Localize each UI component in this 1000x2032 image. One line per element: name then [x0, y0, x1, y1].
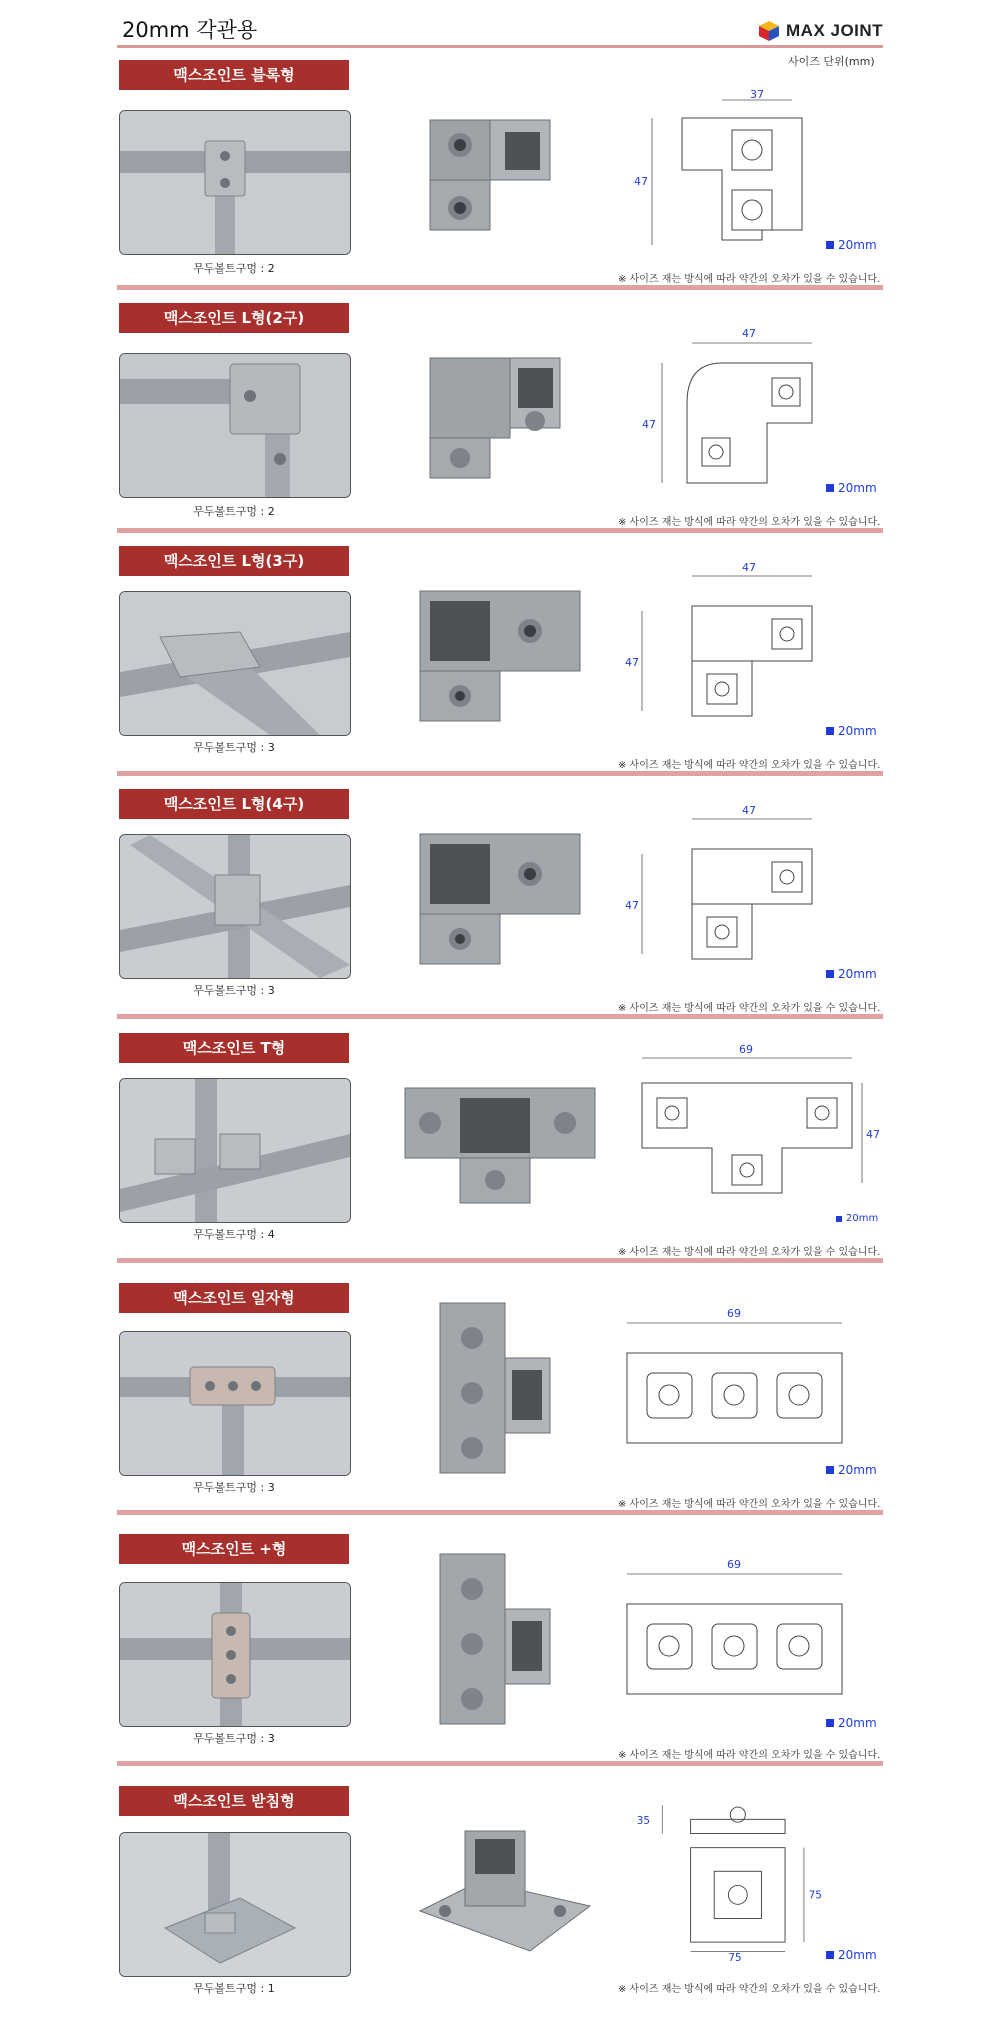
- bolt-hole-count: 무두볼트구멍 : 3: [193, 1481, 275, 1494]
- section-title: 맥스조인트 일자형: [119, 1283, 349, 1313]
- bolt-hole-count: 무두볼트구멍 : 1: [193, 1982, 275, 1995]
- size-marker-icon: [826, 1951, 834, 1959]
- dimension-drawing: [622, 561, 882, 731]
- installation-photo: [119, 1582, 351, 1727]
- section-divider: [117, 771, 883, 776]
- section-title: 맥스조인트 +형: [119, 1534, 349, 1564]
- dimension-label: 69: [727, 1307, 741, 1320]
- dimension-label: 75: [728, 1952, 742, 1961]
- unit-note: 사이즈 단위(mm): [788, 55, 875, 68]
- cube-logo-icon: [758, 20, 780, 42]
- installation-photo: [119, 591, 351, 736]
- size-tag: 20mm: [826, 967, 877, 981]
- size-tag: 20mm: [826, 1948, 877, 1962]
- size-tag: 20mm: [826, 1463, 877, 1477]
- size-marker-icon: [826, 1719, 834, 1727]
- bolt-hole-count: 무두볼트구멍 : 3: [193, 984, 275, 997]
- dimension-drawing: [622, 1554, 882, 1724]
- product-section: [0, 789, 1000, 1035]
- section-title: 맥스조인트 L형(4구): [119, 789, 349, 819]
- bolt-hole-count: 무두볼트구멍 : 3: [193, 741, 275, 754]
- size-marker-icon: [826, 727, 834, 735]
- product-image: [400, 1298, 600, 1478]
- dimension-label: 69: [727, 1558, 741, 1571]
- bolt-hole-count: 무두볼트구멍 : 3: [193, 1732, 275, 1745]
- section-title: 맥스조인트 L형(2구): [119, 303, 349, 333]
- bolt-hole-count: 무두볼트구멍 : 2: [193, 505, 275, 518]
- section-divider: [117, 528, 883, 533]
- brand-name: MAX JOINT: [786, 21, 884, 40]
- product-image: [400, 1063, 600, 1223]
- measurement-notice: ※ 사이즈 재는 방식에 따라 약간의 오차가 있을 수 있습니다.: [618, 760, 881, 771]
- dimension-label: 47: [742, 804, 756, 817]
- measurement-notice: ※ 사이즈 재는 방식에 따라 약간의 오차가 있을 수 있습니다.: [618, 1499, 881, 1510]
- measurement-notice: ※ 사이즈 재는 방식에 따라 약간의 오차가 있을 수 있습니다.: [618, 1750, 881, 1761]
- product-section: [0, 1283, 1000, 1529]
- section-divider: [117, 1510, 883, 1515]
- dimension-drawing: [622, 1043, 882, 1213]
- dimension-label: 35: [636, 1815, 650, 1828]
- size-marker-icon: [826, 1466, 834, 1474]
- size-marker-icon: [826, 484, 834, 492]
- size-tag: 20mm: [826, 1716, 877, 1730]
- dimension-drawing: [622, 1303, 882, 1473]
- section-divider: [117, 285, 883, 290]
- size-marker-icon: [826, 241, 834, 249]
- dimension-drawing: [622, 1791, 882, 1961]
- measurement-notice: ※ 사이즈 재는 방식에 따라 약간의 오차가 있을 수 있습니다.: [618, 517, 881, 528]
- dimension-label: 47: [634, 175, 648, 188]
- size-tag: 20mm: [826, 238, 877, 252]
- product-section: [0, 1786, 1000, 2032]
- size-tag: 20mm: [836, 1213, 878, 1224]
- page-title: 20mm 각관용: [122, 18, 258, 42]
- dimension-label: 75: [808, 1889, 822, 1902]
- section-divider: [117, 1014, 883, 1019]
- installation-photo: [119, 1078, 351, 1223]
- measurement-notice: ※ 사이즈 재는 방식에 따라 약간의 오차가 있을 수 있습니다.: [618, 274, 881, 285]
- dimension-label: 47: [625, 899, 639, 912]
- header-divider: [117, 45, 883, 48]
- section-divider: [117, 1761, 883, 1766]
- dimension-drawing: [622, 90, 882, 260]
- product-image: [400, 100, 600, 260]
- section-title: 맥스조인트 받침형: [119, 1786, 349, 1816]
- product-section: [0, 1534, 1000, 1780]
- installation-photo: [119, 1331, 351, 1476]
- dimension-drawing: [622, 323, 882, 493]
- measurement-notice: ※ 사이즈 재는 방식에 따라 약간의 오차가 있을 수 있습니다.: [618, 1003, 881, 1014]
- section-divider: [117, 1258, 883, 1263]
- section-title: 맥스조인트 T형: [119, 1033, 349, 1063]
- installation-photo: [119, 110, 351, 255]
- section-title: 맥스조인트 L형(3구): [119, 546, 349, 576]
- bolt-hole-count: 무두볼트구멍 : 4: [193, 1228, 275, 1241]
- size-marker-icon: [826, 970, 834, 978]
- product-image: [400, 343, 600, 503]
- size-tag: 20mm: [826, 724, 877, 738]
- size-tag: 20mm: [826, 481, 877, 495]
- product-image: [400, 819, 600, 979]
- dimension-label: 47: [625, 656, 639, 669]
- dimension-label: 47: [866, 1128, 880, 1141]
- product-section: [0, 303, 1000, 549]
- bolt-hole-count: 무두볼트구멍 : 2: [193, 262, 275, 275]
- product-image: [400, 1549, 600, 1729]
- product-section: [0, 60, 1000, 306]
- size-marker-icon: [836, 1216, 842, 1222]
- installation-photo: [119, 1832, 351, 1977]
- product-image: [400, 1811, 600, 1971]
- dimension-label: 47: [742, 561, 756, 574]
- dimension-drawing: [622, 804, 882, 974]
- section-title: 맥스조인트 블록형: [119, 60, 349, 90]
- dimension-label: 47: [742, 327, 756, 340]
- installation-photo: [119, 353, 351, 498]
- brand-logo: [758, 20, 883, 42]
- measurement-notice: ※ 사이즈 재는 방식에 따라 약간의 오차가 있을 수 있습니다.: [618, 1247, 881, 1258]
- dimension-label: 37: [750, 90, 764, 101]
- product-section: [0, 546, 1000, 792]
- measurement-notice: ※ 사이즈 재는 방식에 따라 약간의 오차가 있을 수 있습니다.: [618, 1984, 881, 1995]
- installation-photo: [119, 834, 351, 979]
- dimension-label: 47: [642, 418, 656, 431]
- product-section: [0, 1033, 1000, 1279]
- dimension-label: 69: [739, 1043, 753, 1056]
- product-image: [400, 576, 600, 736]
